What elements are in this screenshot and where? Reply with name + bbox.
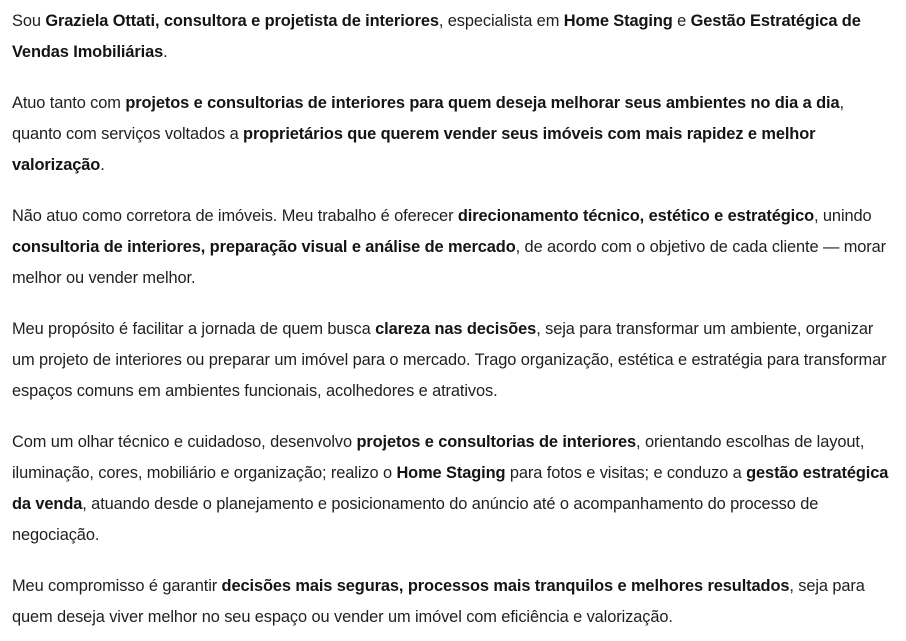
text-segment: Meu compromisso é garantir [12, 577, 222, 595]
bold-segment: projetos e consultorias de interiores [356, 433, 637, 451]
paragraph-intro [12, 6, 894, 68]
paragraph-purpose [12, 314, 894, 407]
bold-segment: Home Staging [563, 12, 673, 30]
bold-segment: clareza nas decisões [375, 320, 537, 338]
text-segment: , seja para quem deseja viver melhor no seu espaço ou vender um imóvel com eficiência e valorização. [12, 577, 865, 626]
paragraph-role [12, 201, 894, 294]
text-segment: , seja para transformar um ambiente, organizar um projeto de interiores ou preparar um imóvel para o mercado. Trago organização, estética e estratégia para transformar espaços comuns em ambientes funcionais, acolhedores e atrativos. [12, 320, 887, 400]
text-segment: , quanto com serviços voltados a [12, 94, 844, 143]
paragraph-approach [12, 427, 894, 551]
bold-segment: Graziela Ottati, consultora e projetista de interiores [45, 12, 439, 30]
text-segment: para fotos e visitas; e conduzo a [505, 464, 747, 482]
text-segment: , unindo [814, 207, 872, 225]
text-segment: . [100, 156, 105, 174]
text-segment: Com um olhar técnico e cuidadoso, desenvolvo [12, 433, 357, 451]
bold-segment: direcionamento técnico, estético e estratégico [457, 207, 814, 225]
text-segment: Não atuo como corretora de imóveis. Meu trabalho é oferecer [12, 207, 458, 225]
text-segment: , atuando desde o planejamento e posicionamento do anúncio até o acompanhamento do processo de negociação. [12, 495, 819, 544]
text-segment: , especialista em [438, 12, 564, 30]
bold-segment: projetos e consultorias de interiores para quem deseja melhorar seus ambientes no dia a dia [125, 94, 840, 112]
paragraph-commitment [12, 571, 894, 633]
text-segment: Sou [12, 12, 46, 30]
bold-segment: Home Staging [396, 464, 506, 482]
text-segment: , de acordo com o objetivo de cada cliente — morar melhor ou vender melhor. [12, 238, 887, 287]
text-segment: Meu propósito é facilitar a jornada de quem busca [12, 320, 376, 338]
bold-segment: Gestão Estratégica de Vendas Imobiliárias [12, 12, 861, 61]
paragraph-services [12, 88, 894, 181]
bold-segment: decisões mais seguras, processos mais tranquilos e melhores resultados [221, 577, 790, 595]
text-segment: e [672, 12, 691, 30]
bold-segment: gestão estratégica da venda [12, 464, 889, 513]
bold-segment: consultoria de interiores, preparação visual e análise de mercado [12, 238, 516, 256]
bold-segment: proprietários que querem vender seus imóveis com mais rapidez e melhor valorização [12, 125, 816, 174]
text-segment: Atuo tanto com [12, 94, 126, 112]
text-segment: . [163, 43, 168, 61]
text-segment: , orientando escolhas de layout, iluminação, cores, mobiliário e organização; realizo o [12, 433, 865, 482]
